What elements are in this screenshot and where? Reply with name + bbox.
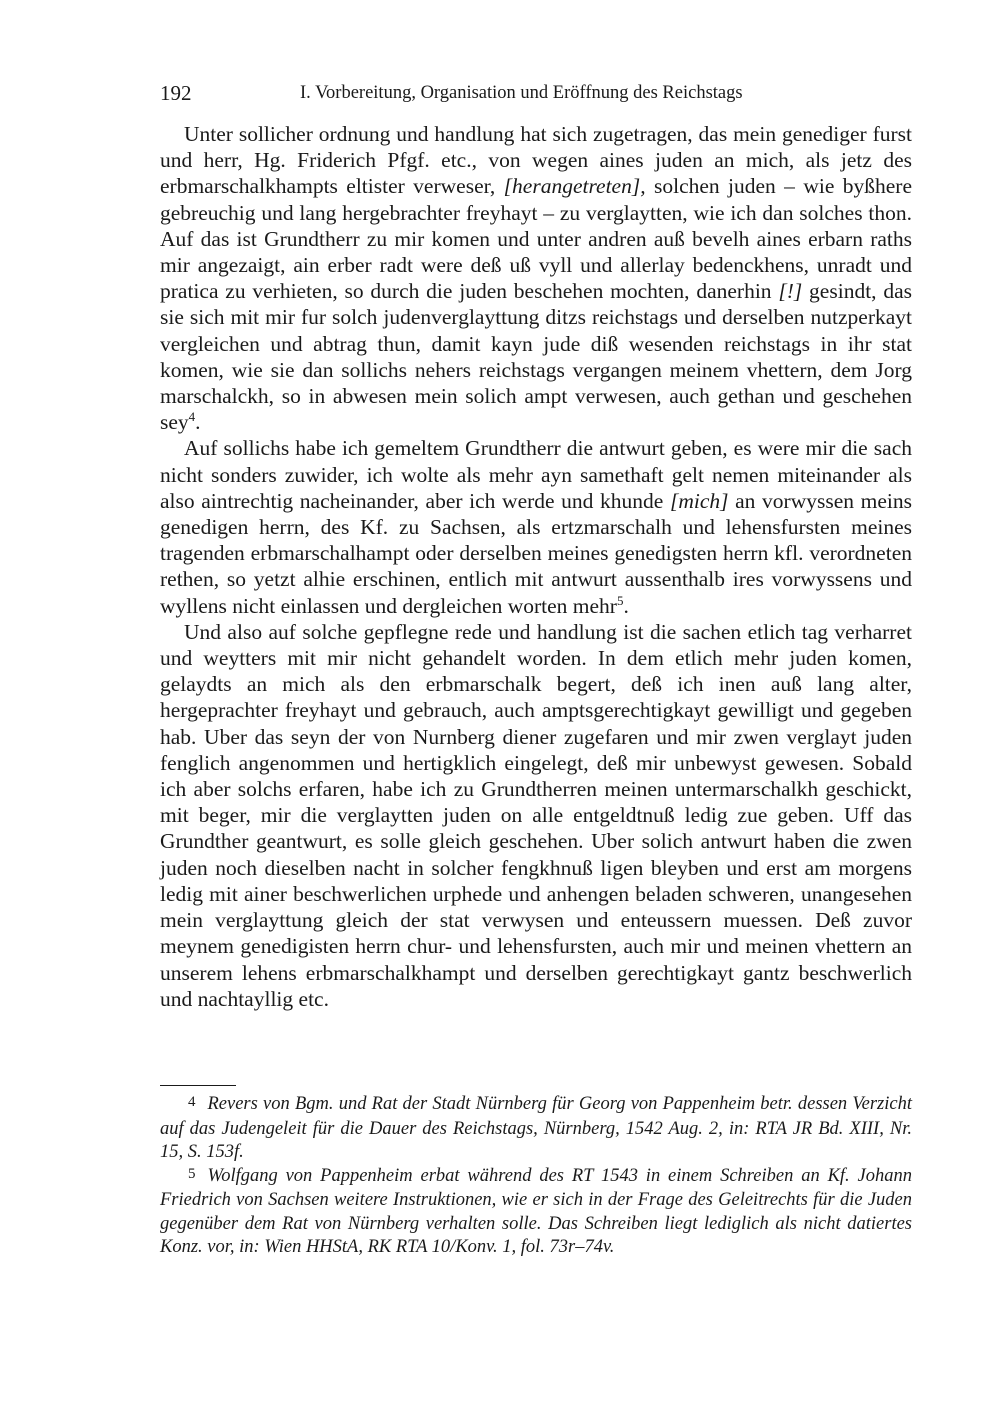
footnote-number: 5 bbox=[188, 1165, 196, 1182]
paragraph-1-text-3: gesindt, das sie sich mit mir fur solch judenverglayttung ditzs reichstags und derselben nutzperkayt vergleichen und abtrag thun, damit kayn jude diß wesenden reichstags in ihr stat komen, wie sie dan sollichs nehers reichstags vergangen meinem vhettern, dem Jorg marschalckh, so in abwesen mein solich ampt verwesen, auch gethan und geschehen sey bbox=[160, 279, 912, 435]
paragraph-2-text: Auf sollichs habe ich gemeltem Grundtherr die antwurt geben, es were mir die sach nicht sonders zuwider, ich wolte als mehr ayn samethaft gelt nemen miteinander als also aintrechtig nacheinander, aber ich werde und khunde bbox=[160, 436, 912, 513]
page-header bbox=[160, 78, 912, 108]
footnotes bbox=[160, 1093, 912, 1260]
paragraph-1 bbox=[160, 121, 912, 435]
footnote-ref-4[interactable]: 4 bbox=[188, 409, 196, 425]
footnote-5 bbox=[160, 1165, 912, 1260]
footnote-text: Revers von Bgm. und Rat der Stadt Nürnberg für Georg von Pappenheim betr. dessen Verzicht auf das Judengeleit für die Dauer des Reichstags, Nürnberg, 1542 Aug. 2, in: RTA JR Bd. XIII, Nr. 15, S. 153f. bbox=[160, 1094, 912, 1162]
paragraph-1-text-2: solchen juden – wie byßhere gebreuchig und lang hergebrachter freyhayt – zu verglaytten, wie ich dan solches thon. Auf das ist Grundtherr zu mir komen und unter andren auß bevelh aines erbarn raths mir angezaigt, ain erber radt were deß uß vyll und allerlay bedenckhens, unradt und pratica zu verhieten, so durch die juden beschehen mochten, danerhin bbox=[160, 174, 912, 304]
footnote-divider bbox=[160, 1085, 236, 1086]
paragraph-3-text: Und also auf solche gepflegne rede und handlung ist die sachen etlich tag verharret und weytters mit mir nicht gehandelt worden. In dem etlich mehr juden komen, gelaydts an mich als den erbmarschalk begert, deß ich inen auß lang alter, hergeprachter freyhayt und gebrauch, auch amptsgerechtigkayt gewilligt und gegeben hab. Uber das seyn der von Nurnberg diener zugefaren und mir zwen verglayt juden fenglich angenommen und hertigklich eingelegt, deß mir unbewyst gewesen. Sobald ich aber solchs erfaren, habe ich zu Grundtherren meinen untermarschalkh geschickt, mit beger, mir die verglaytten juden on alle entgeldtnuß ledig zue geben. Uff das Grundther geantwurt, es solle gleich geschehen. Uber solich antwurt haben die zwen juden noch dieselben nacht in solcher fengkhnuß ligen bleyben und erst am morgens ledig mit ainer beschwerlichen urphede und anhengen beladen schweren, unangesehen mein verglayttung gleich der stat verwysen und enteussern muessen. Deß zuvor meynem genedigisten herrn chur- und lehensfursten, auch mir und meinen vhettern an unserem lehens erbmarschalkhampt und derselben gerechtigkayt gantz beschwerlich und nachtayllig etc. bbox=[160, 619, 912, 1011]
paragraph-1-end: . bbox=[195, 410, 201, 435]
main-text bbox=[160, 121, 912, 1012]
paragraph-2 bbox=[160, 435, 912, 618]
paragraph-2-text-2: an vorwyssen meins genedigen herrn, des Kf. zu Sachsen, als ertzmarschalh und lehensfursten meines tragenden erbmarschalhampt oder derselben meines genedigsten herrn kfl. verordneten rethen, so yetzt alhie erschinen, entlich mit antwurt aussenthalb ires vorwyssens und wyllens nicht einlassen und dergleichen worten mehr bbox=[160, 488, 912, 618]
running-head: I. Vorbereitung, Organisation und Eröffnung des Reichstags bbox=[300, 83, 743, 103]
editorial-sic-mark: [!] bbox=[778, 279, 803, 304]
footnote-4 bbox=[160, 1093, 912, 1165]
page-number: 192 bbox=[160, 81, 192, 105]
editorial-insertion: [herangetreten], bbox=[503, 174, 646, 199]
footnote-number: 4 bbox=[188, 1094, 196, 1110]
footnote-ref-5[interactable]: 5 bbox=[616, 592, 624, 608]
footnote-text: Wolfgang von Pappenheim erbat während des RT 1543 in einem Schreiben an Kf. Johann Friedrich von Sachsen weitere Instruktionen, wie er sich in der Frage des Geleitrechts für die Juden gegenüber dem Rat von Nürnberg verhalten solle. Das Schreiben liegt lediglich als nicht datiertes Konz. vor, in: Wien HHStA, RK RTA 10/Konv. 1, fol. 73r–74v. bbox=[160, 1165, 912, 1257]
editorial-insertion: [mich] bbox=[669, 488, 729, 513]
paragraph-3 bbox=[160, 619, 912, 1012]
paragraph-1-text: Unter sollicher ordnung und handlung hat sich zugetragen, das mein genediger furst und herr, Hg. Friderich Pfgf. etc., von wegen aines juden an mich, als jetz des erbmarschalkhampts eltister verweser, bbox=[160, 122, 912, 199]
paragraph-2-end: . bbox=[623, 593, 629, 618]
